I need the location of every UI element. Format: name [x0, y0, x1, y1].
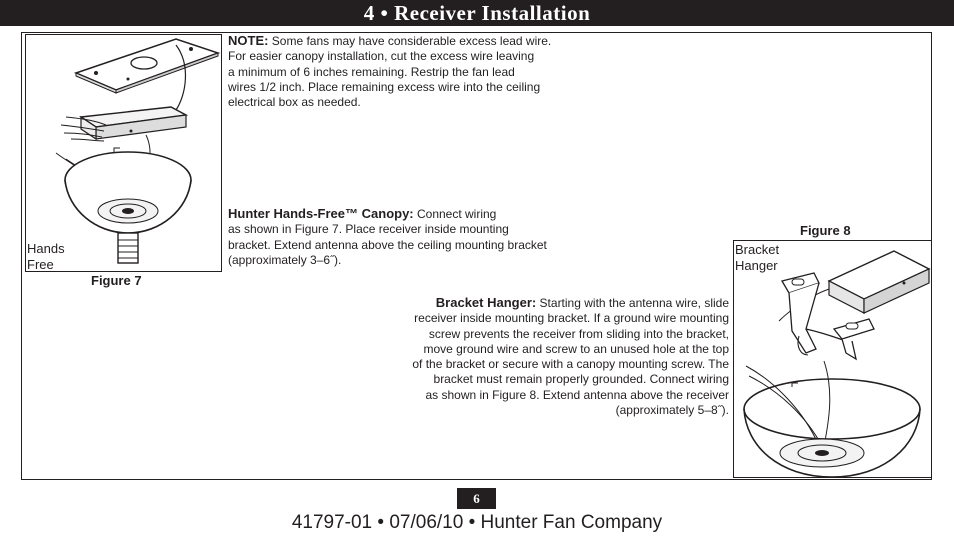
figure-8-box — [733, 240, 932, 478]
bracket-hanger-text — [380, 295, 729, 418]
page-number: 6 — [457, 488, 496, 509]
figure-7-label-line2: Free — [27, 257, 54, 272]
note-line1: Some fans may have considerable excess lead wire. — [268, 34, 552, 48]
hands-free-line3: bracket. Extend antenna above the ceiling mounting bracket — [228, 237, 547, 252]
note-heading: NOTE: — [228, 33, 269, 48]
note-line2: For easier canopy installation, cut the excess wire leaving — [228, 49, 535, 64]
bracket-hanger-line1: Starting with the antenna wire, slide — [536, 296, 729, 310]
note-line3: a minimum of 6 inches remaining. Restrip the fan lead — [228, 64, 515, 79]
bracket-hanger-line8: (approximately 5–8˝). — [615, 403, 729, 418]
note-line5: electrical box as needed. — [228, 95, 361, 110]
figure-8-label-line1: Bracket — [735, 242, 780, 257]
hands-free-line2: as shown in Figure 7. Place receiver inside mounting — [228, 222, 509, 237]
figure-8-illustration — [734, 241, 933, 479]
figure-7-label-line1: Hands — [27, 241, 65, 256]
section-header: 4 • Receiver Installation — [0, 0, 954, 26]
hands-free-line1: Connect wiring — [413, 207, 497, 221]
hands-free-text — [228, 206, 547, 268]
bracket-hanger-line5: of the bracket or secure with a canopy mounting screw. The — [412, 357, 729, 372]
note-text — [228, 33, 551, 110]
figure-7-caption: Figure 7 — [91, 273, 142, 288]
figure-8-label-line2: Hanger — [735, 258, 778, 273]
figure-7-box — [25, 34, 222, 272]
figure-7-illustration — [26, 35, 223, 273]
bracket-hanger-heading: Bracket Hanger: — [435, 295, 537, 310]
hands-free-line4: (approximately 3–6˝). — [228, 252, 342, 267]
bracket-hanger-line7: as shown in Figure 8. Extend antenna above the receiver — [425, 387, 729, 402]
note-line4: wires 1/2 inch. Place remaining excess wire into the ceiling — [228, 79, 541, 94]
bracket-hanger-line4: move ground wire and screw to an unused hole at the top — [423, 341, 729, 356]
figure-8-caption: Figure 8 — [800, 223, 851, 238]
bracket-hanger-line3: screw prevents the receiver from sliding into the bracket, — [428, 326, 729, 341]
bracket-hanger-line6: bracket must remain properly grounded. Connect wiring — [433, 372, 729, 387]
hands-free-heading: Hunter Hands-Free™ Canopy: — [228, 206, 414, 221]
bracket-hanger-line2: receiver inside mounting bracket. If a ground wire mounting — [414, 311, 729, 326]
footer: 41797-01 • 07/06/10 • Hunter Fan Company — [291, 512, 663, 533]
